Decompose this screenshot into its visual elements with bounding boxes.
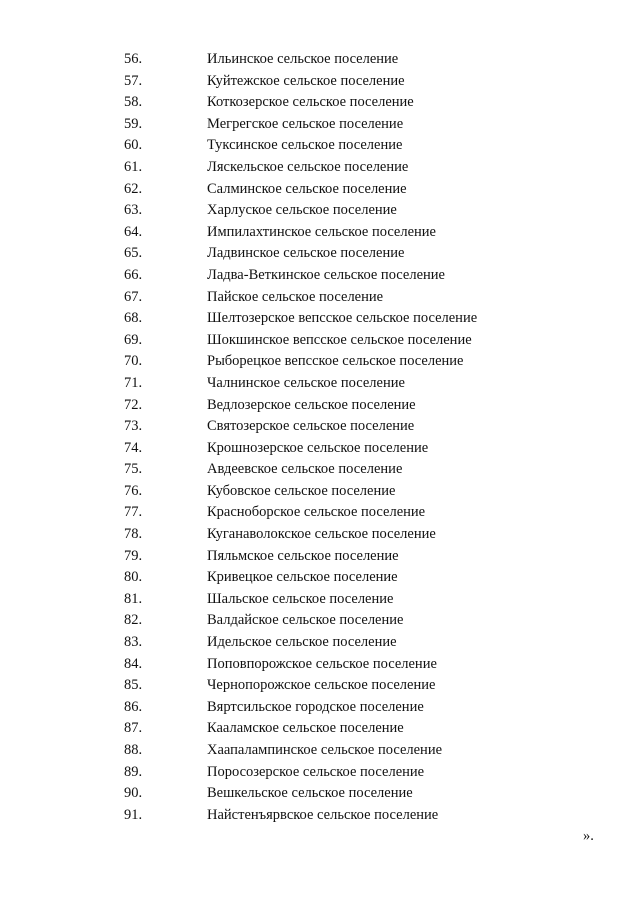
item-number: 79. — [124, 547, 143, 564]
list-item — [0, 92, 640, 114]
settlement-name: Шокшинское вепсское сельское поселение — [207, 331, 472, 348]
item-number: 84. — [124, 655, 143, 672]
list-item — [0, 243, 640, 265]
item-number: 66. — [124, 266, 143, 283]
list-item — [0, 718, 640, 740]
list-item — [0, 481, 640, 503]
settlement-name: Мегрегское сельское поселение — [207, 115, 404, 132]
list-item — [0, 459, 640, 481]
settlement-name: Чернопорожское сельское поселение — [207, 677, 436, 694]
list-item — [0, 416, 640, 438]
settlement-name: Авдеевское сельское поселение — [207, 461, 403, 478]
settlement-name: Вяртсильское городское поселение — [207, 698, 424, 715]
settlement-name: Ведлозерское сельское поселение — [207, 396, 416, 413]
item-number: 77. — [124, 504, 143, 521]
list-item — [0, 308, 640, 330]
settlement-name: Поповпорожское сельское поселение — [207, 655, 437, 672]
item-number: 68. — [124, 310, 143, 327]
list-item — [0, 589, 640, 611]
list-item — [0, 438, 640, 460]
list-item — [0, 632, 640, 654]
list-item — [0, 222, 640, 244]
list-item — [0, 49, 640, 71]
settlement-name: Шальское сельское поселение — [207, 590, 394, 607]
settlement-name: Пяльмское сельское поселение — [207, 547, 399, 564]
settlement-name: Валдайское сельское поселение — [207, 612, 404, 629]
settlement-name: Коткозерское сельское поселение — [207, 94, 414, 111]
list-item — [0, 114, 640, 136]
item-number: 60. — [124, 137, 143, 154]
item-number: 74. — [124, 439, 143, 456]
item-number: 58. — [124, 94, 143, 111]
settlement-list — [0, 49, 640, 826]
settlement-name: Чалнинское сельское поселение — [207, 374, 405, 391]
closing-quote-mark: ». — [583, 828, 594, 844]
settlement-name: Рыборецкое вепсское сельское поселение — [207, 353, 464, 370]
item-number: 67. — [124, 288, 143, 305]
item-number: 88. — [124, 742, 143, 758]
list-item — [0, 654, 640, 676]
settlement-name: Кубовское сельское поселение — [207, 482, 396, 499]
item-number: 64. — [124, 223, 143, 240]
item-number: 87. — [124, 720, 143, 737]
settlement-name: Вешкельское сельское поселение — [207, 785, 413, 802]
list-item — [0, 395, 640, 417]
item-number: 73. — [124, 418, 143, 435]
list-item — [0, 524, 640, 546]
item-number: 72. — [124, 396, 143, 413]
settlement-name: Святозерское сельское поселение — [207, 418, 415, 435]
settlement-name: Куйтежское сельское поселение — [207, 72, 405, 89]
item-number: 91. — [124, 806, 143, 823]
item-number: 80. — [124, 569, 143, 586]
item-number: 75. — [124, 461, 143, 478]
settlement-name: Поросозерское сельское поселение — [207, 763, 425, 780]
settlement-name: Ильинское сельское поселение — [207, 51, 399, 67]
list-item — [0, 157, 640, 179]
list-item — [0, 610, 640, 632]
item-number: 76. — [124, 482, 143, 499]
item-number: 86. — [124, 698, 143, 715]
settlement-name: Харлуское сельское поселение — [207, 202, 397, 219]
settlement-name: Ляскельское сельское поселение — [207, 158, 409, 175]
list-item — [0, 179, 640, 201]
item-number: 63. — [124, 202, 143, 219]
item-number: 59. — [124, 115, 143, 132]
list-item — [0, 200, 640, 222]
list-item — [0, 546, 640, 568]
list-item — [0, 567, 640, 589]
list-item — [0, 805, 640, 827]
list-item — [0, 502, 640, 524]
settlement-name: Куганаволокское сельское поселение — [207, 526, 436, 543]
item-number: 85. — [124, 677, 143, 694]
item-number: 62. — [124, 180, 143, 197]
item-number: 83. — [124, 634, 143, 651]
item-number: 81. — [124, 590, 143, 607]
settlement-name: Ладвинское сельское поселение — [207, 245, 405, 262]
item-number: 89. — [124, 763, 143, 780]
settlement-name: Хаапалампинское сельское поселение — [207, 742, 443, 758]
item-number: 65. — [124, 245, 143, 262]
list-item — [0, 287, 640, 309]
item-number: 71. — [124, 374, 143, 391]
list-item — [0, 675, 640, 697]
list-item — [0, 135, 640, 157]
list-item — [0, 265, 640, 287]
item-number: 70. — [124, 353, 143, 370]
settlement-name: Туксинское сельское поселение — [207, 137, 403, 154]
item-number: 56. — [124, 51, 143, 67]
list-item — [0, 351, 640, 373]
list-item — [0, 697, 640, 719]
settlement-name: Салминское сельское поселение — [207, 180, 407, 197]
settlement-name: Ладва-Веткинское сельское поселение — [207, 266, 445, 283]
item-number: 78. — [124, 526, 143, 543]
list-item — [0, 762, 640, 784]
settlement-name: Крошнозерское сельское поселение — [207, 439, 429, 456]
list-item — [0, 373, 640, 395]
list-item — [0, 783, 640, 805]
settlement-name: Найстенъярвское сельское поселение — [207, 806, 439, 823]
settlement-name: Кривецкое сельское поселение — [207, 569, 398, 586]
item-number: 57. — [124, 72, 143, 89]
list-item — [0, 330, 640, 352]
settlement-name: Пайское сельское поселение — [207, 288, 384, 305]
settlement-name: Импилахтинское сельское поселение — [207, 223, 436, 240]
list-item — [0, 740, 640, 762]
item-number: 69. — [124, 331, 143, 348]
settlement-name: Шелтозерское вепсское сельское поселение — [207, 310, 478, 327]
item-number: 82. — [124, 612, 143, 629]
settlement-name: Идельское сельское поселение — [207, 634, 397, 651]
item-number: 90. — [124, 785, 143, 802]
list-item — [0, 71, 640, 93]
settlement-name: Красноборское сельское поселение — [207, 504, 426, 521]
item-number: 61. — [124, 158, 143, 175]
settlement-name: Кааламское сельское поселение — [207, 720, 404, 737]
